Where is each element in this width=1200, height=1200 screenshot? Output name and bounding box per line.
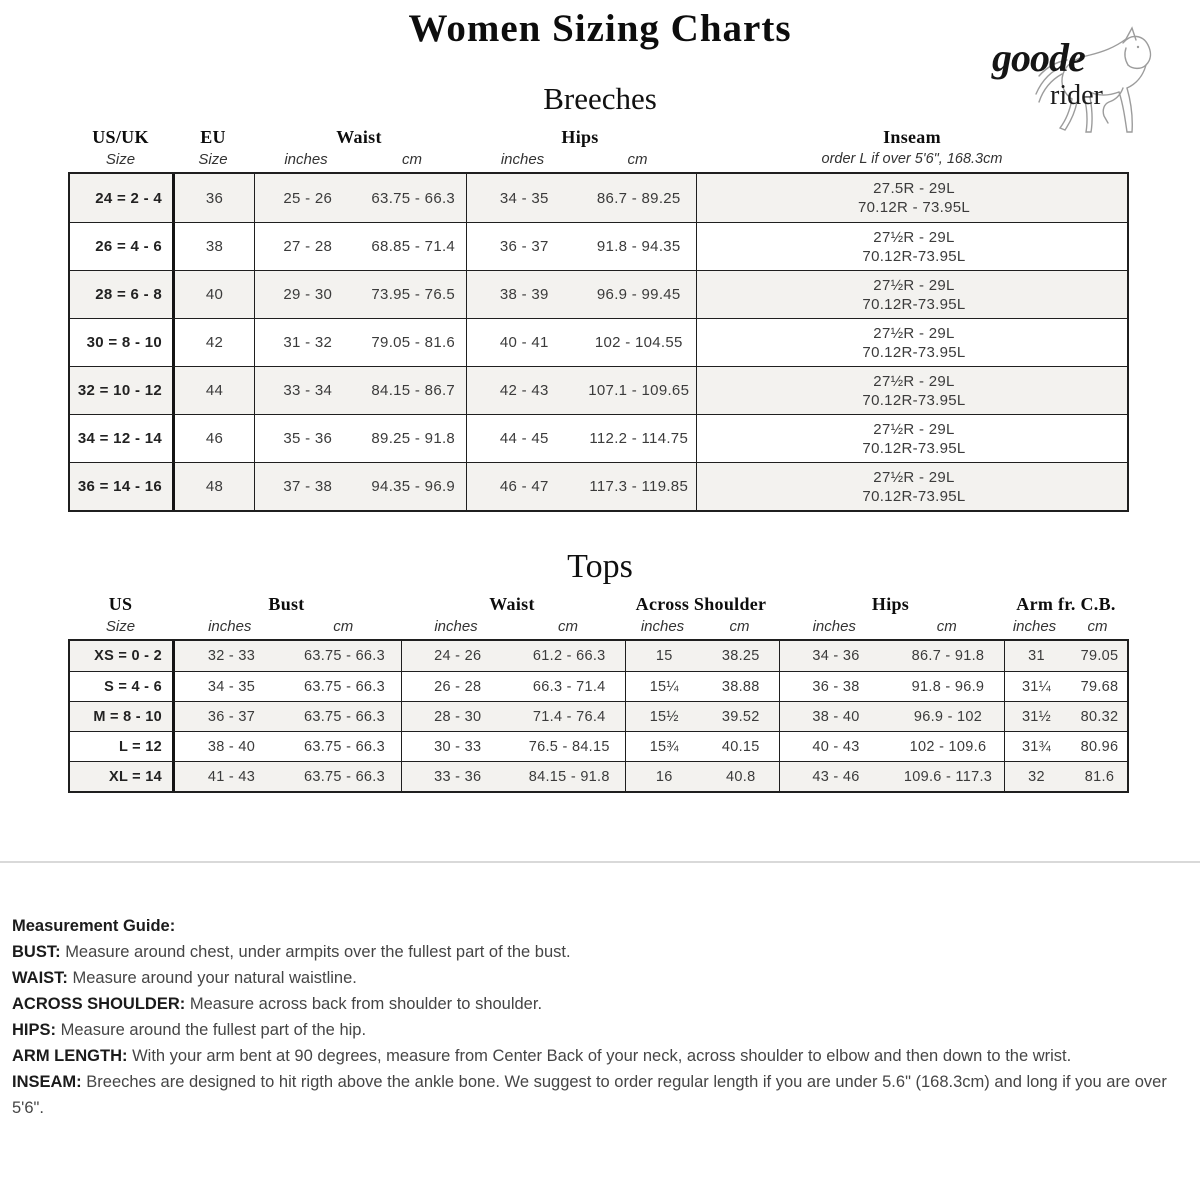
waist-cell: 33 - 36 84.15 - 91.8 (402, 762, 626, 791)
guide-item: ARM LENGTH: With your arm bent at 90 degrees, measure from Center Back of your neck, across shoulder to elbow and then down to the wrist. (12, 1047, 1072, 1065)
us-uk-size-cell: 28 = 6 - 8 (70, 271, 175, 318)
hips-cell: 42 - 43 107.1 - 109.65 (467, 367, 697, 414)
arm-cell: 31¾ 80.96 (1021, 738, 1119, 755)
guide-item: BUST: Measure around chest, under armpits over the fullest part of the bust. (12, 943, 571, 961)
inseam-cell: 27½R - 29L 70.12R-73.95L (862, 228, 966, 265)
header-waist-tops: Waist inches cm (434, 594, 578, 635)
bust-cell: 36 - 37 63.75 - 66.3 (175, 702, 402, 731)
tops-table-row (70, 671, 1127, 701)
bust-cell: 32 - 33 63.75 - 66.3 (175, 641, 402, 671)
waist-cell: 26 - 28 66.3 - 71.4 (402, 672, 626, 701)
arm-cell: 31½ 80.32 (1021, 708, 1119, 725)
arm-cell: 32 81.6 (1028, 768, 1115, 785)
brand-name-goode: goode (992, 35, 1085, 80)
breeches-table-row (70, 222, 1127, 270)
us-size-cell: XS = 0 - 2 (70, 641, 175, 671)
us-size-cell: L = 12 (70, 732, 175, 761)
across-shoulder-cell: 15 38.25 (626, 641, 780, 671)
breeches-table-row (70, 318, 1127, 366)
inseam-cell: 27½R - 29L 70.12R-73.95L (862, 324, 966, 361)
hips-cell: 38 - 40 96.9 - 102 (780, 702, 1005, 731)
breeches-table-row (70, 462, 1127, 510)
eu-size-cell: 48 (175, 463, 255, 510)
waist-cell: 24 - 26 61.2 - 66.3 (402, 641, 626, 671)
hips-cell: 44 - 45 112.2 - 114.75 (467, 415, 697, 462)
breeches-table-row (70, 366, 1127, 414)
us-uk-size-cell: 32 = 10 - 12 (70, 367, 175, 414)
arm-cell: 31¼ 79.68 (1021, 678, 1119, 695)
waist-cell: 33 - 34 84.15 - 86.7 (255, 367, 467, 414)
tops-table-header (68, 594, 1129, 635)
bust-cell: 38 - 40 63.75 - 66.3 (175, 732, 402, 761)
guide-title: Measurement Guide: (12, 917, 176, 935)
guide-items (12, 939, 1188, 1121)
guide-item: WAIST: Measure around your natural waistline. (12, 969, 357, 987)
header-inseam: Inseam order L if over 5'6", 168.3cm (821, 127, 1003, 167)
eu-size-cell: 46 (175, 415, 255, 462)
header-us-uk: US/UK Size (92, 127, 149, 168)
header-eu: EU Size (198, 127, 228, 168)
hips-cell: 43 - 46 109.6 - 117.3 (780, 762, 1005, 791)
brand-logo (992, 24, 1170, 148)
bust-cell: 41 - 43 63.75 - 66.3 (175, 762, 402, 791)
hips-cell: 38 - 39 96.9 - 99.45 (467, 271, 697, 318)
us-size-cell: XL = 14 (70, 762, 175, 791)
breeches-table (68, 172, 1129, 512)
inseam-cell: 27½R - 29L 70.12R-73.95L (862, 468, 966, 505)
hips-cell: 36 - 37 91.8 - 94.35 (467, 223, 697, 270)
us-size-cell: S = 4 - 6 (70, 672, 175, 701)
eu-size-cell: 38 (175, 223, 255, 270)
hips-cell: 36 - 38 91.8 - 96.9 (780, 672, 1005, 701)
tops-section-title: Tops (567, 548, 633, 585)
across-shoulder-cell: 15¼ 38.88 (626, 672, 780, 701)
breeches-section-title: Breeches (543, 81, 657, 116)
header-hips: Hips inches cm (500, 127, 648, 168)
inseam-cell: 27½R - 29L 70.12R-73.95L (862, 276, 966, 313)
us-size-cell: M = 8 - 10 (70, 702, 175, 731)
hips-cell: 34 - 35 86.7 - 89.25 (467, 174, 697, 222)
waist-cell: 27 - 28 68.85 - 71.4 (255, 223, 467, 270)
breeches-table-row (70, 414, 1127, 462)
eu-size-cell: 40 (175, 271, 255, 318)
hips-cell: 40 - 41 102 - 104.55 (467, 319, 697, 366)
waist-cell: 28 - 30 71.4 - 76.4 (402, 702, 626, 731)
waist-cell: 31 - 32 79.05 - 81.6 (255, 319, 467, 366)
header-waist: Waist inches cm (284, 127, 422, 168)
breeches-table-header (68, 127, 1129, 168)
section-divider (0, 861, 1200, 863)
across-shoulder-cell: 15¾ 40.15 (626, 732, 780, 761)
waist-cell: 25 - 26 63.75 - 66.3 (255, 174, 467, 222)
guide-item: INSEAM: Breeches are designed to hit rigth above the ankle bone. We suggest to order regular length if you are under 5.6" (168.3cm) and long if you are over 5'6". (12, 1073, 1167, 1117)
breeches-table-row (70, 174, 1127, 222)
header-across-shoulder: Across Shoulder inches cm (635, 594, 767, 635)
eu-size-cell: 44 (175, 367, 255, 414)
guide-item: ACROSS SHOULDER: Measure across back from shoulder to shoulder. (12, 995, 543, 1013)
hips-cell: 46 - 47 117.3 - 119.85 (467, 463, 697, 510)
inseam-cell: 27.5R - 29L 70.12R - 73.95L (857, 180, 971, 216)
eu-size-cell: 42 (175, 319, 255, 366)
waist-cell: 29 - 30 73.95 - 76.5 (255, 271, 467, 318)
waist-cell: 37 - 38 94.35 - 96.9 (255, 463, 467, 510)
page-title: Women Sizing Charts (408, 7, 792, 50)
measurement-guide (0, 913, 1200, 1121)
hips-cell: 34 - 36 86.7 - 91.8 (780, 641, 1005, 671)
tops-table-row (70, 641, 1127, 671)
hips-cell: 40 - 43 102 - 109.6 (780, 732, 1005, 761)
across-shoulder-cell: 16 40.8 (626, 762, 780, 791)
us-uk-size-cell: 36 = 14 - 16 (70, 463, 175, 510)
across-shoulder-cell: 15½ 39.52 (626, 702, 780, 731)
us-uk-size-cell: 26 = 4 - 6 (70, 223, 175, 270)
guide-item: HIPS: Measure around the fullest part of the hip. (12, 1021, 367, 1039)
eu-size-cell: 36 (175, 174, 255, 222)
brand-name-rider: rider (1050, 80, 1103, 111)
breeches-table-row (70, 270, 1127, 318)
us-uk-size-cell: 30 = 8 - 10 (70, 319, 175, 366)
inseam-cell: 27½R - 29L 70.12R-73.95L (862, 420, 966, 457)
inseam-cell: 27½R - 29L 70.12R-73.95L (862, 372, 966, 409)
tops-table-row (70, 731, 1127, 761)
arm-cell: 31 79.05 (1028, 648, 1119, 664)
bust-cell: 34 - 35 63.75 - 66.3 (175, 672, 402, 701)
header-arm: Arm fr. C.B. inches cm (1012, 594, 1116, 635)
tops-table-row (70, 761, 1127, 791)
us-uk-size-cell: 34 = 12 - 14 (70, 415, 175, 462)
waist-cell: 35 - 36 89.25 - 91.8 (255, 415, 467, 462)
us-uk-size-cell: 24 = 2 - 4 (70, 174, 175, 222)
header-hips-tops: Hips inches cm (812, 594, 957, 635)
header-bust: Bust inches cm (208, 594, 354, 635)
header-us: US Size (105, 594, 136, 635)
tops-table-row (70, 701, 1127, 731)
waist-cell: 30 - 33 76.5 - 84.15 (402, 732, 626, 761)
tops-table (68, 639, 1129, 793)
